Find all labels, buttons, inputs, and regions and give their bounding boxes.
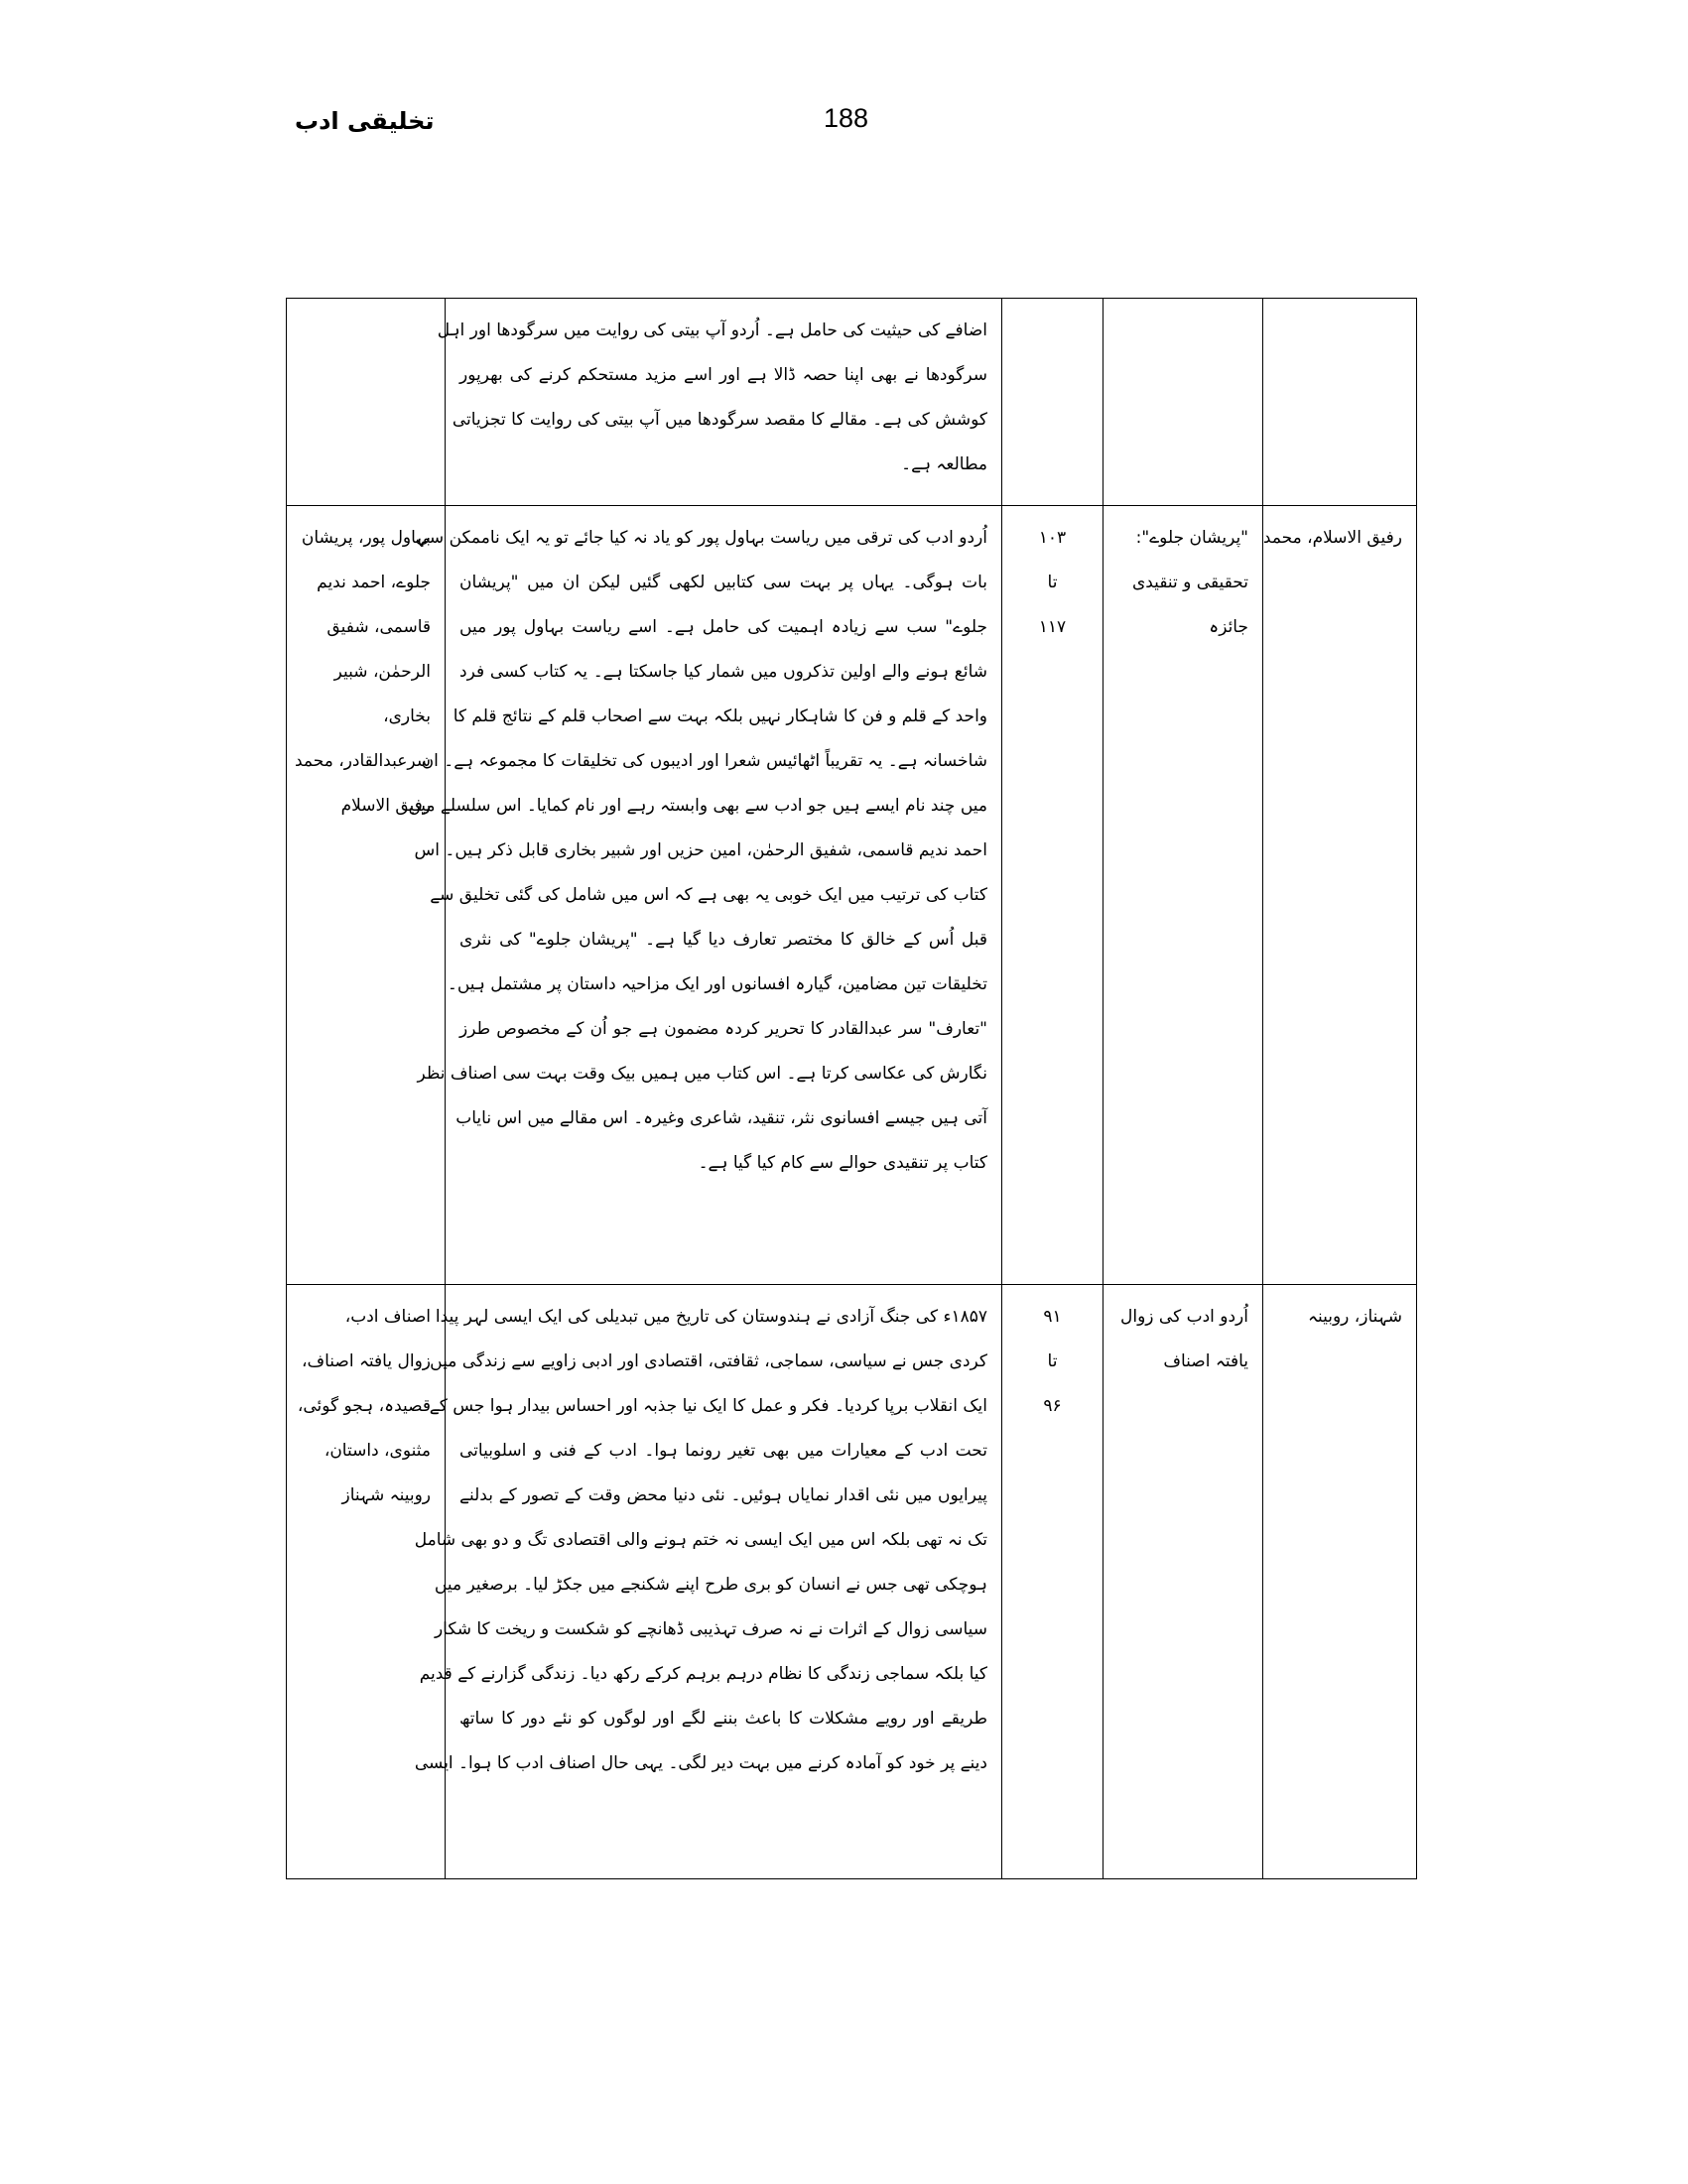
text-line: رفیق الاسلام: [340, 796, 431, 816]
text-line: تحت ادب کے معیارات میں بھی تغیر رونما ہوا۔ ادب کے فنی و اسلوبیاتی: [459, 1441, 987, 1461]
text-line: مثنوی، داستان،: [324, 1441, 431, 1461]
text-line: کتاب کی ترتیب میں ایک خوبی یہ بھی ہے کہ اس میں شامل کی گئی تخلیق سے: [430, 885, 987, 905]
text-line: ایک انقلاب برپا کردیا۔ فکر و عمل کا ایک نیا جذبہ اور احساس بیدار ہوا جس کے: [429, 1396, 987, 1416]
title-cell: [1104, 1285, 1263, 1879]
table-row: [287, 506, 1417, 1285]
text-line: تحقیقی و تنقیدی: [1131, 573, 1248, 592]
text-line: الرحمٰن، شبیر: [333, 662, 431, 682]
title-cell: [1104, 506, 1263, 1285]
text-line: یافتہ اصناف: [1163, 1351, 1248, 1371]
text-line: کردی جس نے سیاسی، سماجی، ثقافتی، اقتصادی اور ادبی زاویے سے زندگی میں: [430, 1351, 987, 1371]
text-line: کوشش کی ہے۔ مقالے کا مقصد سرگودھا میں آپ بیتی کی روایت کا تجزیاتی: [452, 410, 987, 430]
title-cell: [1104, 299, 1263, 506]
author-cell: [1263, 506, 1417, 1285]
text-line: ہوچکی تھی جس نے انسان کو بری طرح اپنے شکنجے میں جکڑ لیا۔ برصغیر میں: [434, 1575, 987, 1595]
text-line: ۹۱: [1043, 1307, 1062, 1327]
text-line: جلوے" سب سے زیادہ اہمیت کی حامل ہے۔ اسے ریاست بہاول پور میں: [459, 617, 987, 637]
text-line: بخاری،: [383, 707, 431, 726]
text-line: واحد کے قلم و فن کا شاہکار نہیں بلکہ بہت سے اصحاب قلم کے نتائج قلم کا: [453, 707, 987, 726]
keywords-cell: [287, 1285, 446, 1879]
author-cell: [1263, 1285, 1417, 1879]
keywords-cell: [287, 506, 446, 1285]
text-line: قبل اُس کے خالق کا مختصر تعارف دیا گیا ہے۔ "پریشان جلوے" کی نثری: [459, 930, 987, 950]
text-line: "پریشان جلوے":: [1135, 528, 1248, 548]
keywords-cell: [287, 299, 446, 506]
text-line: تا: [1047, 573, 1058, 592]
text-line: طریقے اور رویے مشکلات کا باعث بننے لگے اور لوگوں کو نئے دور کا ساتھ: [459, 1709, 987, 1729]
text-line: آتی ہیں جیسے افسانوی نثر، تنقید، شاعری وغیرہ۔ اس مقالے میں اس نایاب: [455, 1108, 987, 1128]
text-line: سیاسی زوال کے اثرات نے نہ صرف تہذیبی ڈھانچے کو شکست و ریخت کا شکار: [434, 1619, 987, 1639]
pages-cell: [1002, 299, 1104, 506]
text-line: اُردو ادب کی ترقی میں ریاست بہاول پور کو یاد نہ کیا جائے تو یہ ایک ناممکن سی: [415, 528, 987, 548]
text-line: میں چند نام ایسے ہیں جو ادب سے بھی وابستہ رہے اور نام کمایا۔ اس سلسلے میں: [408, 796, 987, 816]
catalog-table: [286, 298, 1417, 1879]
text-line: رفیق الاسلام، محمد: [1262, 528, 1402, 548]
text-line: احمد ندیم قاسمی، شفیق الرحمٰن، امین حزیں اور شبیر بخاری قابل ذکر ہیں۔ اس: [414, 840, 987, 860]
text-line: تا: [1047, 1351, 1058, 1371]
text-line: اصناف ادب،: [344, 1307, 431, 1327]
text-line: جلوے، احمد ندیم: [317, 573, 431, 592]
page-number: 188: [824, 103, 869, 133]
text-line: بات ہوگی۔ یہاں پر بہت سی کتابیں لکھی گئیں لیکن ان میں "پریشان: [459, 573, 987, 592]
text-line: قاسمی، شفیق: [326, 617, 431, 637]
text-line: دینے پر خود کو آمادہ کرنے میں بہت دیر لگی۔ یہی حال اصناف ادب کا ہوا۔ ایسی: [414, 1753, 987, 1773]
text-line: ۱۸۵۷ء کی جنگ آزادی نے ہندوستان کی تاریخ میں تبدیلی کی ایک ایسی لہر پیدا: [435, 1307, 987, 1327]
text-line: ۱۰۳: [1038, 528, 1067, 548]
author-cell: [1263, 299, 1417, 506]
abstract-cell: [414, 1285, 1002, 1879]
text-line: اُردو ادب کی زوال: [1120, 1307, 1248, 1327]
text-line: نگارش کی عکاسی کرتا ہے۔ اس کتاب میں ہمیں بیک وقت بہت سی اصناف نظر: [417, 1064, 987, 1084]
pages-cell: [1002, 506, 1104, 1285]
text-line: کتاب پر تنقیدی حوالے سے کام کیا گیا ہے۔: [698, 1153, 987, 1173]
text-line: سرعبدالقادر، محمد: [294, 751, 431, 771]
text-line: ۱۱۷: [1038, 617, 1067, 637]
text-line: شائع ہونے والے اولین تذکروں میں شمار کیا جاسکتا ہے۔ یہ کتاب کسی فرد: [459, 662, 987, 682]
text-line: تک نہ تھی بلکہ اس میں ایک ایسی نہ ختم ہونے والی اقتصادی تگ و دو بھی شامل: [414, 1530, 987, 1550]
text-line: اضافے کی حیثیت کی حامل ہے۔ اُردو آپ بیتی کی روایت میں سرگودھا اور اہل: [437, 321, 987, 340]
text-line: پیرایوں میں نئی اقدار نمایاں ہوئیں۔ نئی دنیا محض وقت کے تصور کے بدلنے: [459, 1485, 987, 1505]
text-line: بہاول پور، پریشان: [301, 528, 431, 548]
text-line: "تعارف" سر عبدالقادر کا تحریر کردہ مضمون ہے جو اُن کے مخصوص طرز: [459, 1019, 987, 1039]
pages-cell: [1002, 1285, 1104, 1879]
text-line: شہناز، روبینہ: [1308, 1307, 1402, 1327]
text-line: کیا بلکہ سماجی زندگی کا نظام درہم برہم کرکے رکھ دیا۔ زندگی گزارنے کے قدیم: [419, 1664, 987, 1684]
journal-title: تخلیقی ادب: [295, 107, 435, 135]
text-line: روبینہ شہناز: [341, 1485, 431, 1505]
table-row: [287, 1285, 1417, 1879]
text-line: مطالعہ ہے۔: [901, 454, 987, 474]
abstract-cell: [408, 506, 1002, 1285]
text-line: قصیدہ، ہجو گوئی،: [297, 1396, 431, 1416]
text-line: زوال یافتہ اصناف،: [301, 1351, 431, 1371]
text-line: جائزہ: [1209, 617, 1248, 637]
text-line: سرگودھا نے بھی اپنا حصہ ڈالا ہے اور اسے مزید مستحکم کرنے کی بھرپور: [459, 365, 987, 385]
table-row: [287, 299, 1417, 506]
text-line: ۹۶: [1043, 1396, 1062, 1416]
abstract-cell: [437, 299, 1002, 506]
text-line: تخلیقات تین مضامین، گیارہ افسانوں اور ایک مزاحیہ داستان پر مشتمل ہیں۔: [447, 974, 987, 994]
text-line: شاخسانہ ہے۔ یہ تقریباً اٹھائیس شعرا اور ادیبوں کی تخلیقات کا مجموعہ ہے۔ ان: [421, 751, 987, 771]
